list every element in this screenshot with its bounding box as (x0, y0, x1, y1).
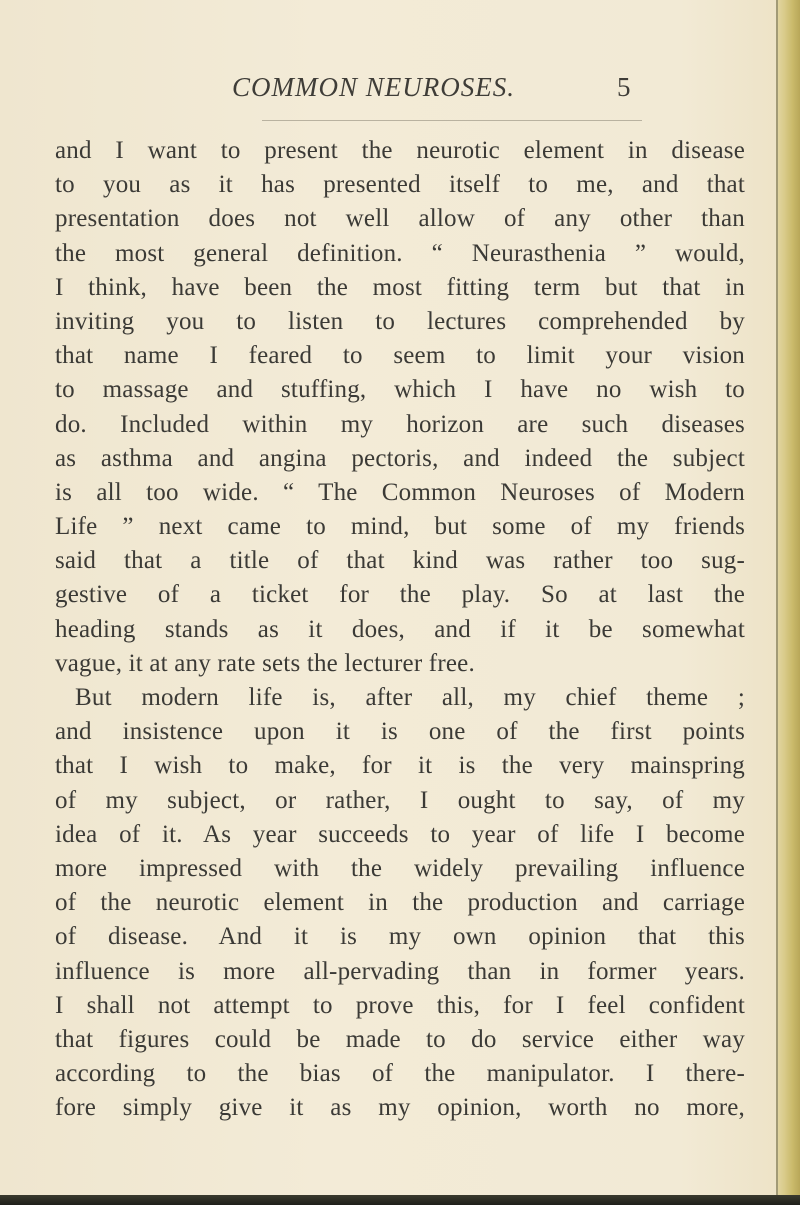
page-edge-bottom (0, 1195, 800, 1205)
text-line: that I wish to make, for it is the very mainspring (55, 752, 745, 780)
text-line: as asthma and angina pectoris, and indeed the subject (55, 444, 745, 472)
text-line: heading stands as it does, and if it be somewhat (55, 615, 745, 643)
text-line: that figures could be made to do service either way (55, 1025, 745, 1053)
text-line: to you as it has presented itself to me, and that (55, 171, 745, 199)
page-number: 5 (617, 72, 631, 102)
text-line: the most general definition. “ Neurasthenia ” would, (55, 239, 745, 267)
text-line: of my subject, or rather, I ought to say, of my (55, 786, 745, 814)
text-line: that name I feared to seem to limit your vision (55, 342, 745, 370)
text-line: idea of it. As year succeeds to year of life I become (55, 820, 745, 848)
text-line: of the neurotic element in the production and carriage (55, 889, 745, 917)
page-edge-shadow (776, 0, 778, 1205)
text-line: inviting you to listen to lectures comprehended by (55, 307, 745, 335)
text-line: gestive of a ticket for the play. So at last the (55, 581, 745, 609)
text-line: according to the bias of the manipulator. I there- (55, 1060, 745, 1088)
text-line: fore simply give it as my opinion, worth no more, (55, 1094, 745, 1122)
running-title: COMMON NEUROSES. (232, 72, 515, 102)
text-line: said that a title of that kind was rather too sug- (55, 547, 745, 575)
text-line: But modern life is, after all, my chief theme ; (75, 684, 745, 711)
text-line: I shall not attempt to prove this, for I feel confident (55, 991, 745, 1019)
text-line: presentation does not well allow of any other than (55, 205, 745, 233)
text-line: do. Included within my horizon are such diseases (55, 410, 745, 438)
body-text (55, 134, 745, 1125)
text-line: and I want to present the neurotic element in disease (55, 137, 745, 164)
text-line: influence is more all-pervading than in former years. (55, 957, 745, 985)
page-edge-right (776, 0, 800, 1205)
text-line: to massage and stuffing, which I have no wish to (55, 376, 745, 404)
text-line: I think, have been the most fitting term but that in (55, 273, 745, 301)
text-line: Life ” next came to mind, but some of my friends (55, 513, 745, 541)
text-line: is all too wide. “ The Common Neuroses of Modern (55, 478, 745, 506)
running-head (0, 72, 800, 112)
header-rule (262, 120, 642, 121)
text-line: more impressed with the widely prevailing influence (55, 854, 745, 882)
text-line: vague, it at any rate sets the lecturer free. (55, 649, 475, 677)
text-line: of disease. And it is my own opinion that this (55, 923, 745, 951)
text-line: and insistence upon it is one of the first points (55, 718, 745, 746)
